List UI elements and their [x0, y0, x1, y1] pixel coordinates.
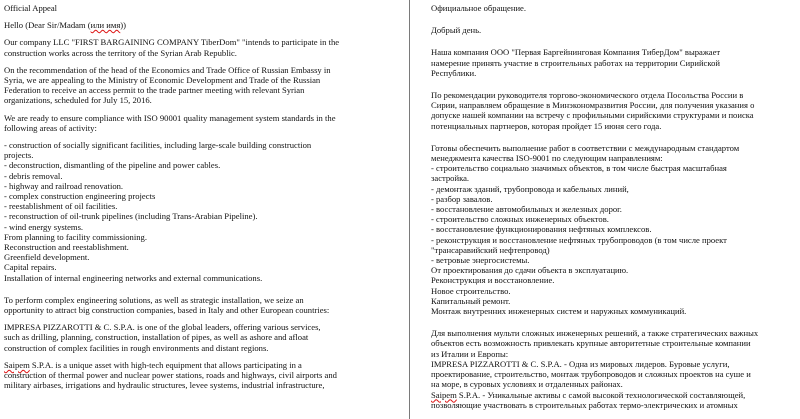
list-item: - восстановление функционирования нефтяных комплексов.	[431, 224, 652, 235]
page-divider	[409, 0, 410, 419]
saipem-text: S.P.A. is a unique asset with high-tech equipment that allows participating in a construction of thermal power and nuclear power stations, roads and highways, civil airports and military airbases, irrigations and hydraulic structures, levee systems, industrial infrastructure,	[4, 359, 337, 391]
greeting-prefix: Hello (Dear Sir/Madam (	[4, 20, 91, 31]
russian-saipem	[431, 390, 793, 410]
saipem-text-ru: S.P.A. - Уникальные активы с самой высокой технологической составляющей, позволяющие участвовать в строительных работах термо-электрических и атомных	[431, 389, 746, 410]
list-item: - deconstruction, dismantling of the pipeline and power cables.	[4, 160, 221, 171]
russian-title: Официальное обращение.	[431, 3, 527, 13]
list-item: Реконструкция и восстановление.	[431, 275, 555, 286]
english-complex: To perform complex engineering solutions, as well as strategic installation, we seize an opportunity to attract big construction companies, based in Italy and other European countries:	[4, 294, 330, 316]
list-item: Монтаж внутренних инженерных систем и наружных коммуникаций.	[431, 306, 687, 317]
russian-activity-list	[431, 163, 793, 316]
english-title: Official Appeal	[4, 3, 58, 13]
english-saipem	[4, 360, 390, 391]
saipem-flagged-word: Saipem	[4, 359, 30, 370]
greeting-flagged-word: или имя	[90, 20, 121, 31]
list-item: Capital repairs.	[4, 262, 57, 273]
list-item: - восстановление автомобильных и железных дорог.	[431, 204, 622, 215]
list-item: - debris removal.	[4, 170, 63, 181]
list-item: - строительство социально значимых объектов, в том числе быстрая масштабная застройка.	[431, 163, 727, 184]
list-item: - строительство сложных инженерных объектов.	[431, 214, 609, 225]
list-item: - construction of socially significant facilities, including large-scale building construction projects.	[4, 140, 312, 161]
list-item: От проектирования до сдачи объекта в эксплуатацию.	[431, 265, 629, 276]
list-item: - разбор завалов.	[431, 193, 493, 204]
russian-impresa: IMPRESA PIZZAROTTI & C. S.P.A. - Одна из мировых лидеров. Буровые услуги, проектирование, строительство, монтаж трубопроводов и сложных проектов на суше и на море, в суровых условиях и отдаленных районах.	[431, 358, 751, 390]
english-recommendation: On the recommendation of the head of the Economics and Trade Office of Russian Embassy in Syria, we are appealing to the Ministry of Economic Development and Trade of the Russian Federation to receive an access permit to the trade partner meeting with relevant Syrian organizations, scheduled for July 15, 2016.	[4, 64, 331, 106]
russian-complex: Для выполнения мульти сложных инженерных решений, а также стратегических важных объектов есть возможность привлекать крупные авторитетные строительные компании из Италии и Европы:	[431, 328, 759, 359]
list-item: - complex construction engineering projects	[4, 191, 156, 202]
list-item: - ветровые энергосистемы.	[431, 255, 530, 266]
list-item: Новое строительство.	[431, 285, 511, 296]
english-ready: We are ready to ensure compliance with ISO 90001 quality management system standards in the following areas of activity:	[4, 112, 336, 133]
greeting-suffix: ))	[120, 20, 126, 31]
russian-column	[431, 0, 793, 419]
russian-greeting: Добрый день.	[431, 25, 482, 36]
list-item: - демонтаж зданий, трубопровода и кабельных линий,	[431, 183, 629, 194]
list-item: - реконструкция и восстановление нефтяных трубопроводов (в том числе проект "трансаравийский нефтепровод)	[431, 234, 727, 255]
russian-ready: Готовы обеспечить выполнение работ в соответствии с международным стандартом менеджмента качества ISO-9001 по следующим направлениям:	[431, 142, 740, 164]
list-item: - highway and railroad renovation.	[4, 180, 124, 191]
list-item: - reestablishment of oil facilities.	[4, 201, 118, 212]
list-item: From planning to facility commissioning.	[4, 231, 147, 242]
russian-recommendation: По рекомендации руководителя торгово-экономического отдела Посольства России в Сирии, направляем обращение в Минэкономразвития России, для получения указания о допуске нашей компании на встречу с профильными сирийскими структурами и поиска потенциальных партнеров, которая пройдет 15 июня сего года.	[431, 90, 755, 131]
english-impresa: IMPRESA PIZZAROTTI & C. S.P.A. is one of the global leaders, offering various services, such as drilling, planning, construction, installation of pipes, as well as ashore and afloat construction of complex facilities in rough environments and distant regions.	[4, 322, 321, 353]
english-activity-list	[4, 140, 390, 283]
list-item: Reconstruction and reestablishment.	[4, 242, 129, 253]
english-intro: Our company LLC "FIRST BARGAINING COMPANY TiberDom" "intends to participate in the construction works across the territory of the Syrian Arab Republic.	[4, 37, 340, 58]
saipem-flagged-word-ru: Saipem	[431, 389, 457, 400]
english-column	[4, 0, 390, 419]
english-greeting	[4, 20, 390, 30]
list-item: Капитальный ремонт.	[431, 295, 511, 306]
russian-intro: Наша компания ООО "Первая Баргейнинговая Компания ТиберДом" выражает намерение принять участие в строительных работах на территории Сирийской Республики.	[431, 47, 721, 78]
list-item: - reconstruction of oil-trunk pipelines (including Trans-Arabian Pipeline).	[4, 211, 258, 222]
list-item: - wind energy systems.	[4, 221, 84, 232]
list-item: Installation of internal engineering networks and external communications.	[4, 272, 263, 283]
list-item: Greenfield development.	[4, 252, 90, 263]
